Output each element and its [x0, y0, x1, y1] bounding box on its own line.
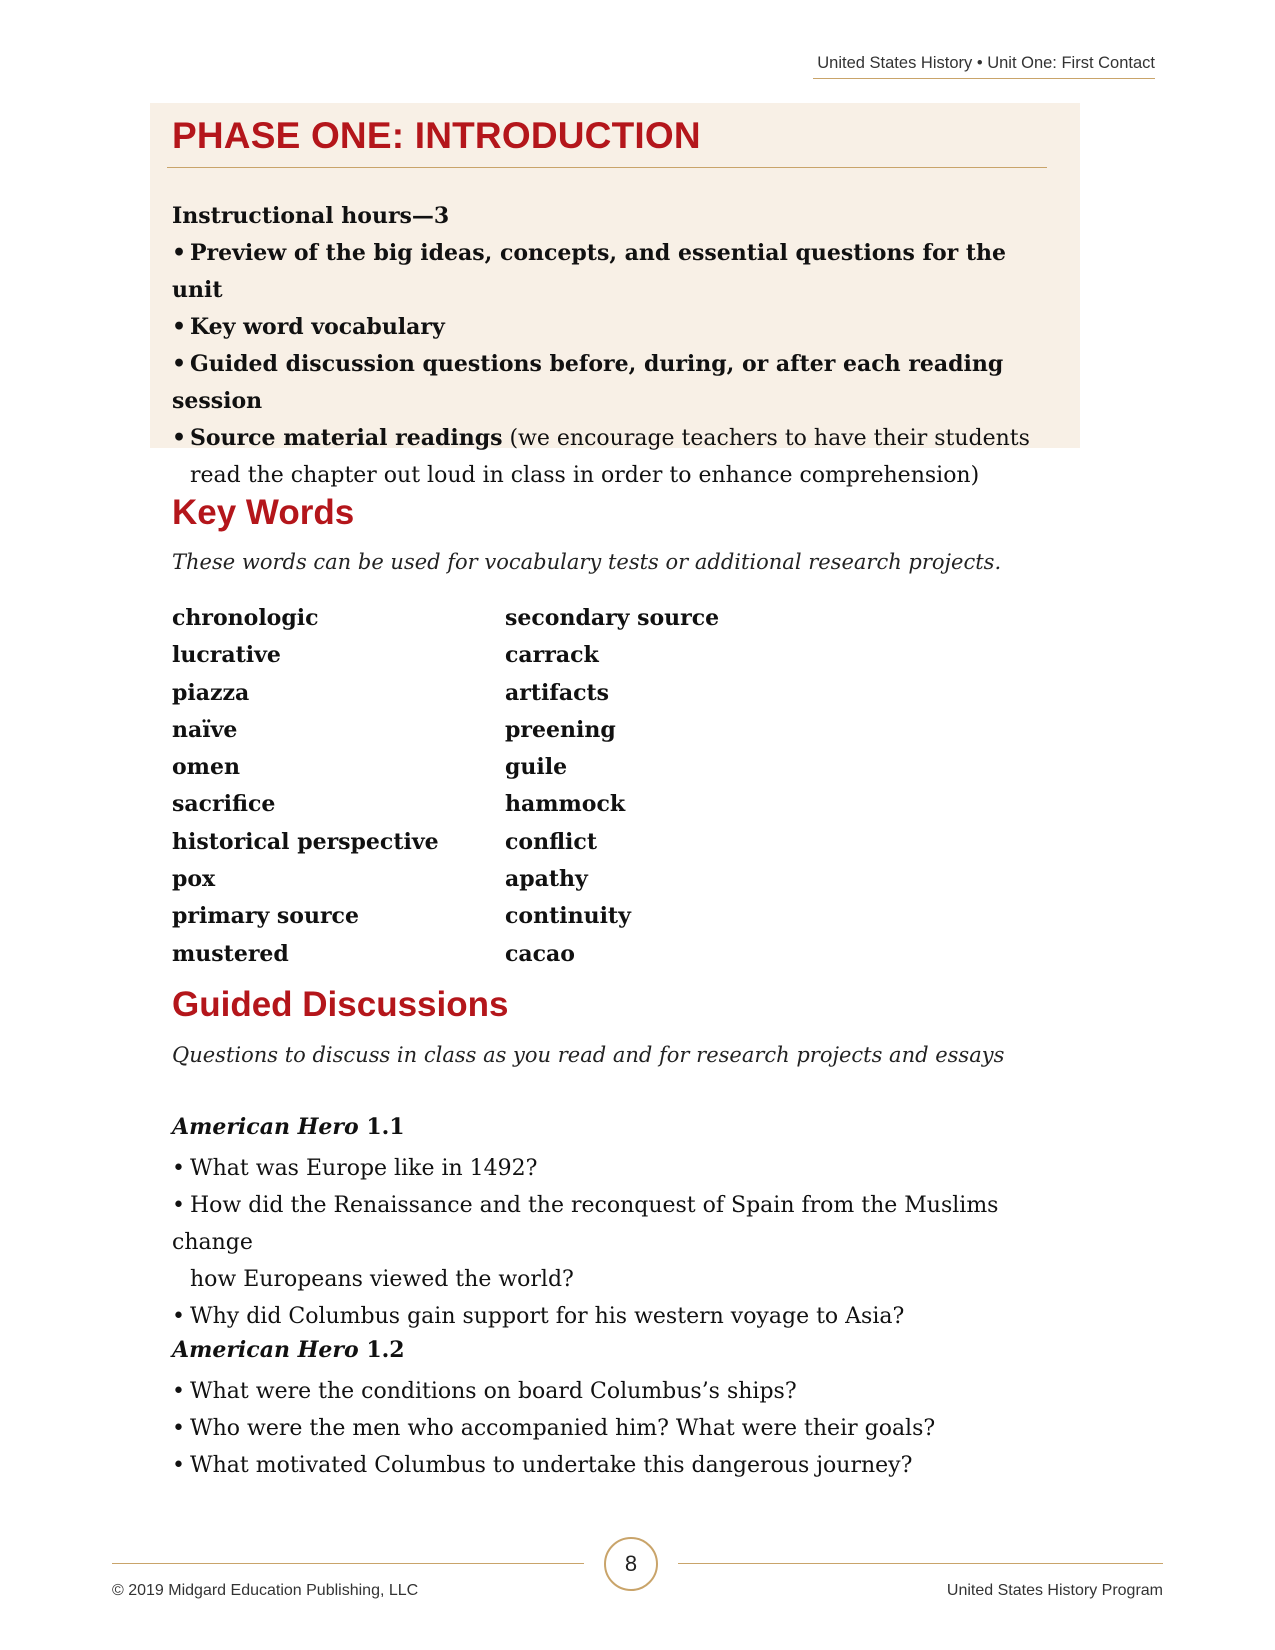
intro-bullet-continuation: read the chapter out loud in class in order to enhance comprehension)	[190, 463, 980, 488]
question-item: • What motivated Columbus to undertake this dangerous journey?	[172, 1453, 913, 1478]
key-word: historical perspective	[172, 828, 439, 855]
key-word: cacao	[505, 940, 575, 967]
footer-rule-right	[678, 1563, 1163, 1564]
hero-questions-1-2	[172, 1373, 1072, 1484]
intro-bullet: • Preview of the big ideas, concepts, and essential questions for the unit	[172, 240, 1007, 303]
footer-program: United States History Program	[946, 1582, 1163, 1599]
question-item: • What were the conditions on board Columbus’s ships?	[172, 1379, 797, 1404]
intro-list	[172, 198, 1052, 494]
key-word: primary source	[172, 903, 359, 930]
question-continuation: how Europeans viewed the world?	[190, 1267, 574, 1292]
intro-divider	[167, 167, 1047, 168]
key-word: preening	[505, 716, 616, 743]
question-item: • What was Europe like in 1492?	[172, 1156, 538, 1181]
key-word: chronologic	[172, 605, 319, 631]
footer-copyright: © 2019 Midgard Education Publishing, LLC	[112, 1582, 419, 1599]
intro-box	[150, 103, 1080, 488]
key-words-column-1	[172, 600, 439, 973]
key-word: artifacts	[505, 679, 610, 706]
key-word: secondary source	[505, 605, 720, 631]
key-word: naïve	[172, 716, 238, 743]
intro-bullet: • Source material readings (we encourage teachers to have their students	[172, 425, 1030, 451]
key-word: hammock	[505, 791, 626, 818]
guided-discussions-heading: Guided Discussions	[172, 985, 509, 1024]
key-words-subtitle: These words can be used for vocabulary tests or additional research projects.	[172, 550, 1002, 574]
question-item: • Who were the men who accompanied him? What were their goals?	[172, 1416, 936, 1441]
intro-bullet: • Guided discussion questions before, during, or after each reading session	[172, 351, 1004, 414]
key-words-heading: Key Words	[172, 493, 355, 532]
question-item: • Why did Columbus gain support for his western voyage to Asia?	[172, 1304, 905, 1329]
hero-heading-1-1: American Hero 1.1	[172, 1114, 405, 1140]
key-word: apathy	[505, 866, 588, 893]
hero-questions-1-1	[172, 1150, 1072, 1335]
key-word: omen	[172, 754, 240, 781]
key-word: sacrifice	[172, 791, 276, 818]
instructional-hours: Instructional hours—3	[172, 203, 450, 229]
key-word: conflict	[505, 828, 597, 855]
key-word: lucrative	[172, 642, 281, 669]
intro-title: PHASE ONE: INTRODUCTION	[172, 115, 701, 156]
footer-rule-left	[112, 1563, 584, 1564]
key-word: piazza	[172, 679, 250, 706]
key-words-column-2	[505, 600, 719, 973]
key-word: mustered	[172, 940, 289, 967]
key-word: continuity	[505, 903, 631, 930]
question-item: • How did the Renaissance and the reconquest of Spain from the Muslims change	[172, 1193, 999, 1255]
key-word: carrack	[505, 642, 599, 669]
intro-bullet: • Key word vocabulary	[172, 314, 445, 340]
hero-heading-1-2: American Hero 1.2	[172, 1337, 405, 1363]
key-word: guile	[505, 754, 568, 781]
running-head: United States History • Unit One: First Contact	[813, 54, 1155, 79]
guided-discussions-subtitle: Questions to discuss in class as you read and for research projects and essays	[172, 1043, 1005, 1067]
key-word: pox	[172, 866, 216, 893]
page-number: 8	[604, 1537, 658, 1591]
